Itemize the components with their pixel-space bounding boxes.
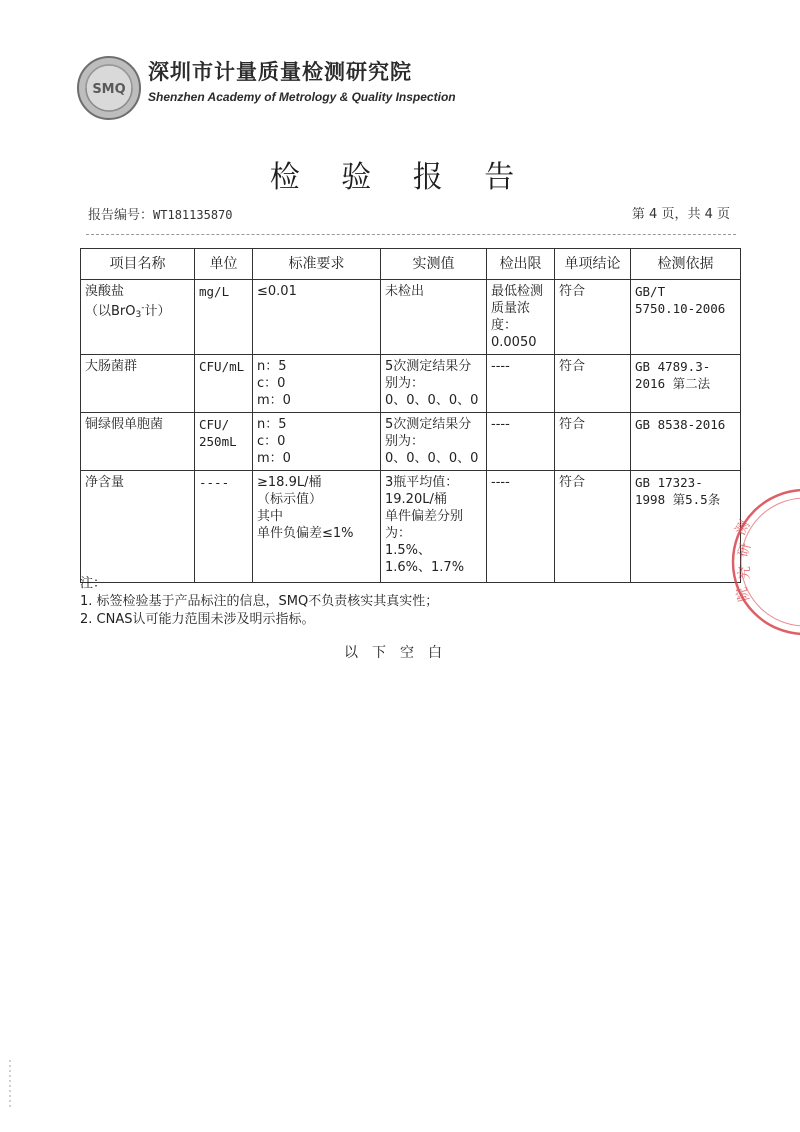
cell-measured-line: 别为： — [385, 434, 425, 449]
column-header-unit: 单位 — [195, 249, 253, 280]
cell-standard — [253, 471, 381, 583]
report-number-label: 报告编号： — [88, 208, 154, 223]
cell-unit — [195, 413, 253, 471]
cell-measured-line: 别为： — [385, 376, 425, 391]
header-divider — [86, 234, 736, 235]
cell-basis-line: GB 4789.3- — [635, 359, 711, 374]
formula-prefix: （以BrO — [85, 304, 136, 319]
org-name-en: Shenzhen Academy of Metrology & Quality Inspection — [148, 90, 456, 104]
cell-item-line: 大肠菌群 — [85, 359, 138, 374]
cell-measured-line: 未检出 — [385, 284, 425, 299]
cell-limit-line: 0.0050 — [491, 335, 537, 350]
svg-text:研: 研 — [735, 541, 755, 560]
official-seal-stamp — [705, 480, 800, 650]
cell-basis-line: GB 8538-2016 — [635, 417, 726, 432]
cell-standard-line: 单件负偏差≤1% — [257, 526, 354, 541]
report-number-value: WT181135870 — [153, 208, 233, 222]
table-row — [81, 355, 741, 413]
cell-limit-line: ---- — [491, 359, 510, 374]
cell-measured — [381, 355, 487, 413]
column-header-measured: 实测值 — [381, 249, 487, 280]
notes-section — [80, 575, 740, 629]
cell-standard-line: c：0 — [257, 434, 286, 449]
table-row — [81, 471, 741, 583]
cell-standard — [253, 280, 381, 355]
cell-standard-line: n：5 — [257, 359, 287, 374]
cell-item — [81, 413, 195, 471]
cell-item — [81, 471, 195, 583]
cell-unit-line: ---- — [199, 475, 230, 490]
cell-measured-line: 5次测定结果分 — [385, 359, 472, 374]
cell-measured-line: 5次测定结果分 — [385, 417, 472, 432]
cell-measured-line: 单件偏差分别 — [385, 509, 464, 524]
cell-limit-line: 度： — [491, 318, 518, 333]
table-row — [81, 413, 741, 471]
cell-measured — [381, 280, 487, 355]
cell-item-line: 铜绿假单胞菌 — [85, 417, 164, 432]
svg-text:SMQ: SMQ — [92, 82, 126, 97]
cell-unit-line: CFU/mL — [199, 359, 245, 374]
svg-text:究: 究 — [737, 566, 753, 580]
cell-basis-line: 5750.10-2006 — [635, 301, 726, 316]
column-header-conclusion: 单项结论 — [555, 249, 631, 280]
cell-basis-line: GB/T — [635, 284, 666, 299]
cell-standard-line: m：0 — [257, 393, 291, 408]
cell-conclusion: 符合 — [555, 413, 631, 471]
notes-heading: 注： — [80, 576, 107, 591]
svg-text:测: 测 — [732, 517, 754, 538]
table-header-row — [81, 249, 741, 280]
cell-unit — [195, 280, 253, 355]
cell-measured-line: 1.6%、1.7% — [385, 560, 465, 575]
cell-measured-line: 0、0、0、0、0 — [385, 451, 479, 466]
cell-basis — [631, 413, 741, 471]
cell-conclusion: 符合 — [555, 471, 631, 583]
cell-measured-line: 为： — [385, 526, 412, 541]
cell-limit-line: 质量浓 — [491, 301, 531, 316]
cell-standard-line: n：5 — [257, 417, 287, 432]
cell-standard-line: ≥18.9L/桶 — [257, 475, 322, 490]
cell-unit-line: CFU/ — [199, 417, 230, 432]
cell-basis-line: 2016 第二法 — [635, 376, 711, 391]
cell-item — [81, 280, 195, 355]
cell-item-line: 溴酸盐 — [85, 284, 125, 299]
report-number — [88, 206, 233, 224]
column-header-limit: 检出限 — [487, 249, 555, 280]
cell-conclusion: 符合 — [555, 280, 631, 355]
cell-basis-line: GB 17323- — [635, 475, 703, 490]
report-title: 检 验 报 告 — [269, 160, 531, 195]
cell-unit-line: mg/L — [199, 284, 230, 299]
smq-logo-icon — [76, 55, 142, 121]
cell-measured — [381, 471, 487, 583]
page-indicator: 第 4 页，共 4 页 — [631, 207, 730, 222]
cell-item — [81, 355, 195, 413]
column-header-basis: 检测依据 — [631, 249, 741, 280]
cell-basis — [631, 355, 741, 413]
cell-standard — [253, 355, 381, 413]
cell-basis — [631, 280, 741, 355]
cell-limit — [487, 413, 555, 471]
column-header-item: 项目名称 — [81, 249, 195, 280]
svg-text:院: 院 — [733, 585, 753, 604]
cell-standard-line: c：0 — [257, 376, 286, 391]
results-table — [80, 248, 741, 583]
cell-measured — [381, 413, 487, 471]
cell-standard — [253, 413, 381, 471]
column-header-standard: 标准要求 — [253, 249, 381, 280]
cell-standard-line: 其中 — [257, 509, 284, 524]
cell-basis-line: 1998 第5.5条 — [635, 492, 721, 507]
formula-suffix: 计） — [144, 304, 171, 319]
cell-unit-line: 250mL — [199, 434, 237, 449]
cell-unit — [195, 471, 253, 583]
cell-limit — [487, 355, 555, 413]
note-line: 2. CNAS认可能力范围未涉及明示指标。 — [80, 612, 315, 627]
cell-conclusion: 符合 — [555, 355, 631, 413]
cell-item-formula — [85, 300, 190, 324]
cell-measured-line: 1.5%、 — [385, 543, 432, 558]
formula-superscript: - — [141, 303, 145, 313]
cell-standard-line: （标示值） — [257, 492, 323, 507]
margin-scan-mark — [6, 1060, 14, 1110]
cell-measured-line: 3瓶平均值： — [385, 475, 459, 490]
cell-item-line: 净含量 — [85, 475, 125, 490]
note-line: 1. 标签检验基于产品标注的信息，SMQ不负责核实其真实性； — [80, 594, 439, 609]
formula-subscript: 3 — [135, 310, 142, 320]
cell-unit — [195, 355, 253, 413]
cell-measured-line: 0、0、0、0、0 — [385, 393, 479, 408]
cell-measured-line: 19.20L/桶 — [385, 492, 447, 507]
table-row — [81, 280, 741, 355]
cell-standard-line: ≤0.01 — [257, 284, 297, 299]
org-name-cn: 深圳市计量质量检测研究院 — [148, 60, 412, 84]
cell-limit-line: ---- — [491, 475, 510, 490]
cell-standard-line: m：0 — [257, 451, 291, 466]
cell-limit — [487, 280, 555, 355]
cell-limit — [487, 471, 555, 583]
end-of-content-marker: 以下空白 — [344, 645, 456, 661]
cell-limit-line: 最低检测 — [491, 284, 544, 299]
cell-limit-line: ---- — [491, 417, 510, 432]
